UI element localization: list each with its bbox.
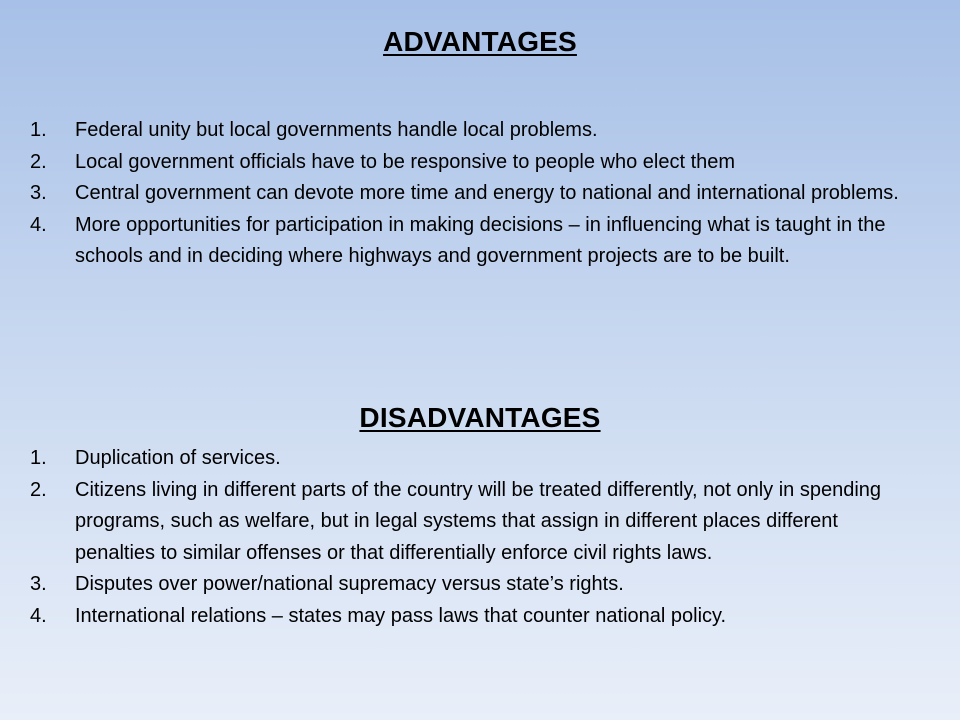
advantages-heading: ADVANTAGES — [383, 26, 577, 57]
item-number: 2. — [30, 478, 47, 501]
item-number: 3. — [30, 182, 47, 204]
disadvantages-heading: DISADVANTAGES — [359, 402, 601, 433]
list-item — [0, 147, 920, 179]
item-number: 4. — [30, 213, 47, 236]
list-item — [0, 475, 920, 570]
list-item — [0, 115, 920, 147]
list-item — [0, 443, 920, 475]
item-text: Local government officials have to be responsive to people who elect them — [75, 150, 736, 173]
item-text: Central government can devote more time and energy to national and international problems. — [75, 182, 899, 204]
item-number: 2. — [30, 150, 47, 173]
item-text: Disputes over power/national supremacy versus state’s rights. — [75, 573, 624, 595]
item-number: 4. — [30, 604, 47, 627]
item-number: 3. — [30, 573, 47, 595]
list-item — [0, 569, 920, 601]
item-number: 1. — [30, 447, 47, 469]
list-item — [0, 601, 920, 633]
item-text: More opportunities for participation in making decisions – in influencing what is taught in the schools and in deciding where highways and government projects are to be built. — [75, 213, 886, 267]
item-text: Duplication of services. — [75, 447, 281, 469]
item-text: International relations – states may pass laws that counter national policy. — [75, 604, 727, 627]
item-text: Federal unity but local governments handle local problems. — [75, 119, 598, 141]
item-text: Citizens living in different parts of the country will be treated differently, not only in spending programs, such as welfare, but in legal systems that assign in different places different penalties to similar offenses or that differentially enforce civil rights laws. — [75, 478, 882, 564]
list-item — [0, 210, 920, 273]
disadvantages-list — [0, 443, 920, 632]
advantages-list — [0, 115, 920, 273]
list-item — [0, 178, 920, 210]
item-number: 1. — [30, 119, 47, 141]
